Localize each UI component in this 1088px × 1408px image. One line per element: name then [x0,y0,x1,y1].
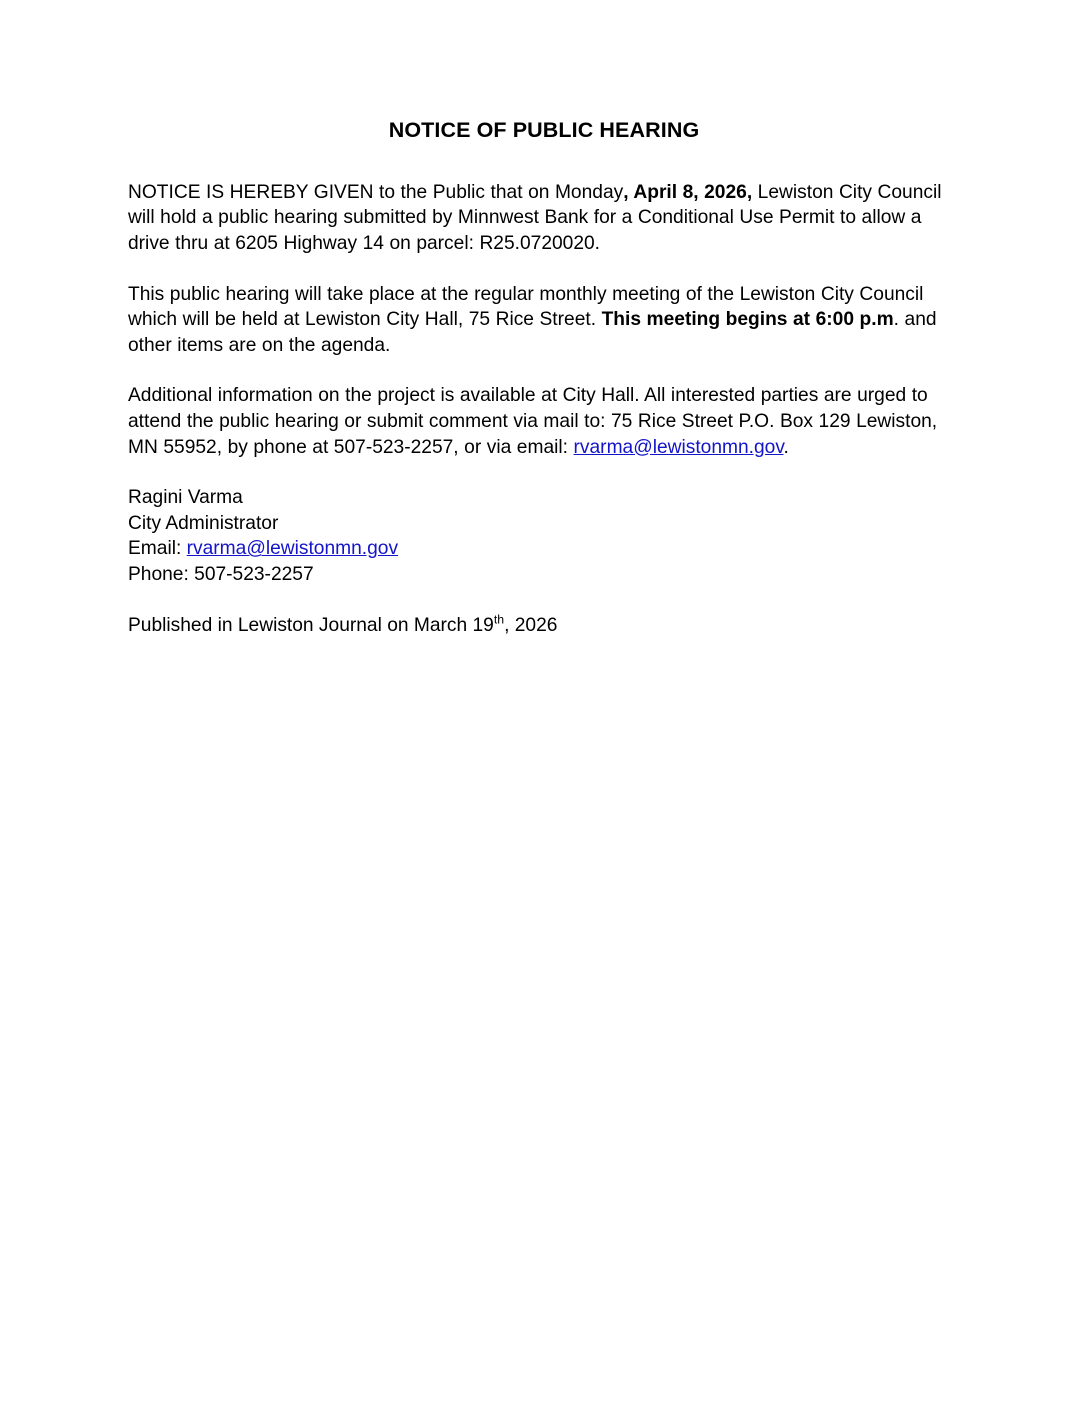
email-link-signature[interactable]: rvarma@lewistonmn.gov [186,538,399,560]
signature-phone: Phone: 507-523-2257 [128,563,314,585]
meeting-text-lead: This public hearing will take place at the regular monthly meeting of the Lewiston City Council which will be held at Lewiston City Hall, 75 Rice Street. [128,283,924,331]
publication-line [128,613,960,639]
signature-name: Ragini Varma [128,487,243,509]
meeting-text-rest: . and other items are on the agenda. [128,309,937,356]
signature-block [128,485,960,587]
ordinal-suffix: th [493,612,505,627]
publication-year: , 2026 [504,614,558,636]
document-body [128,118,960,663]
meeting-time-bold: This meeting begins at 6:00 p.m [601,309,894,331]
email-label: Email: [128,538,187,560]
email-link-body[interactable]: rvarma@lewistonmn.gov [573,436,784,458]
paragraph-additional-info [128,383,960,460]
paragraph-meeting-details [128,282,960,359]
additional-info-lead: Additional information on the project is available at City Hall. All interested parties are urged to attend the public hearing or submit comment via mail to: 75 Rice Street P.O. Box 129 Lewiston, MN 55952, by phone at 507-523-2257, or via email: [128,385,938,458]
page-title: NOTICE OF PUBLIC HEARING [388,118,700,142]
notice-text-lead: NOTICE IS HEREBY GIVEN to the Public that on Monday [128,181,624,203]
signature-email-line [128,536,960,562]
signature-title: City Administrator [128,512,279,534]
publication-lead: Published in Lewiston Journal on March 19 [128,614,494,636]
additional-info-period: . [783,436,789,458]
publication-text [128,613,960,639]
notice-text-rest: Lewiston City Council will hold a public hearing submitted by Minnwest Bank for a Conditional Use Permit to allow a drive thru at 6205 Highway 14 on parcel: R25.0720020. [128,181,942,254]
hearing-date-bold: , April 8, 2026, [623,181,753,203]
paragraph-hearing-notice [128,180,960,257]
